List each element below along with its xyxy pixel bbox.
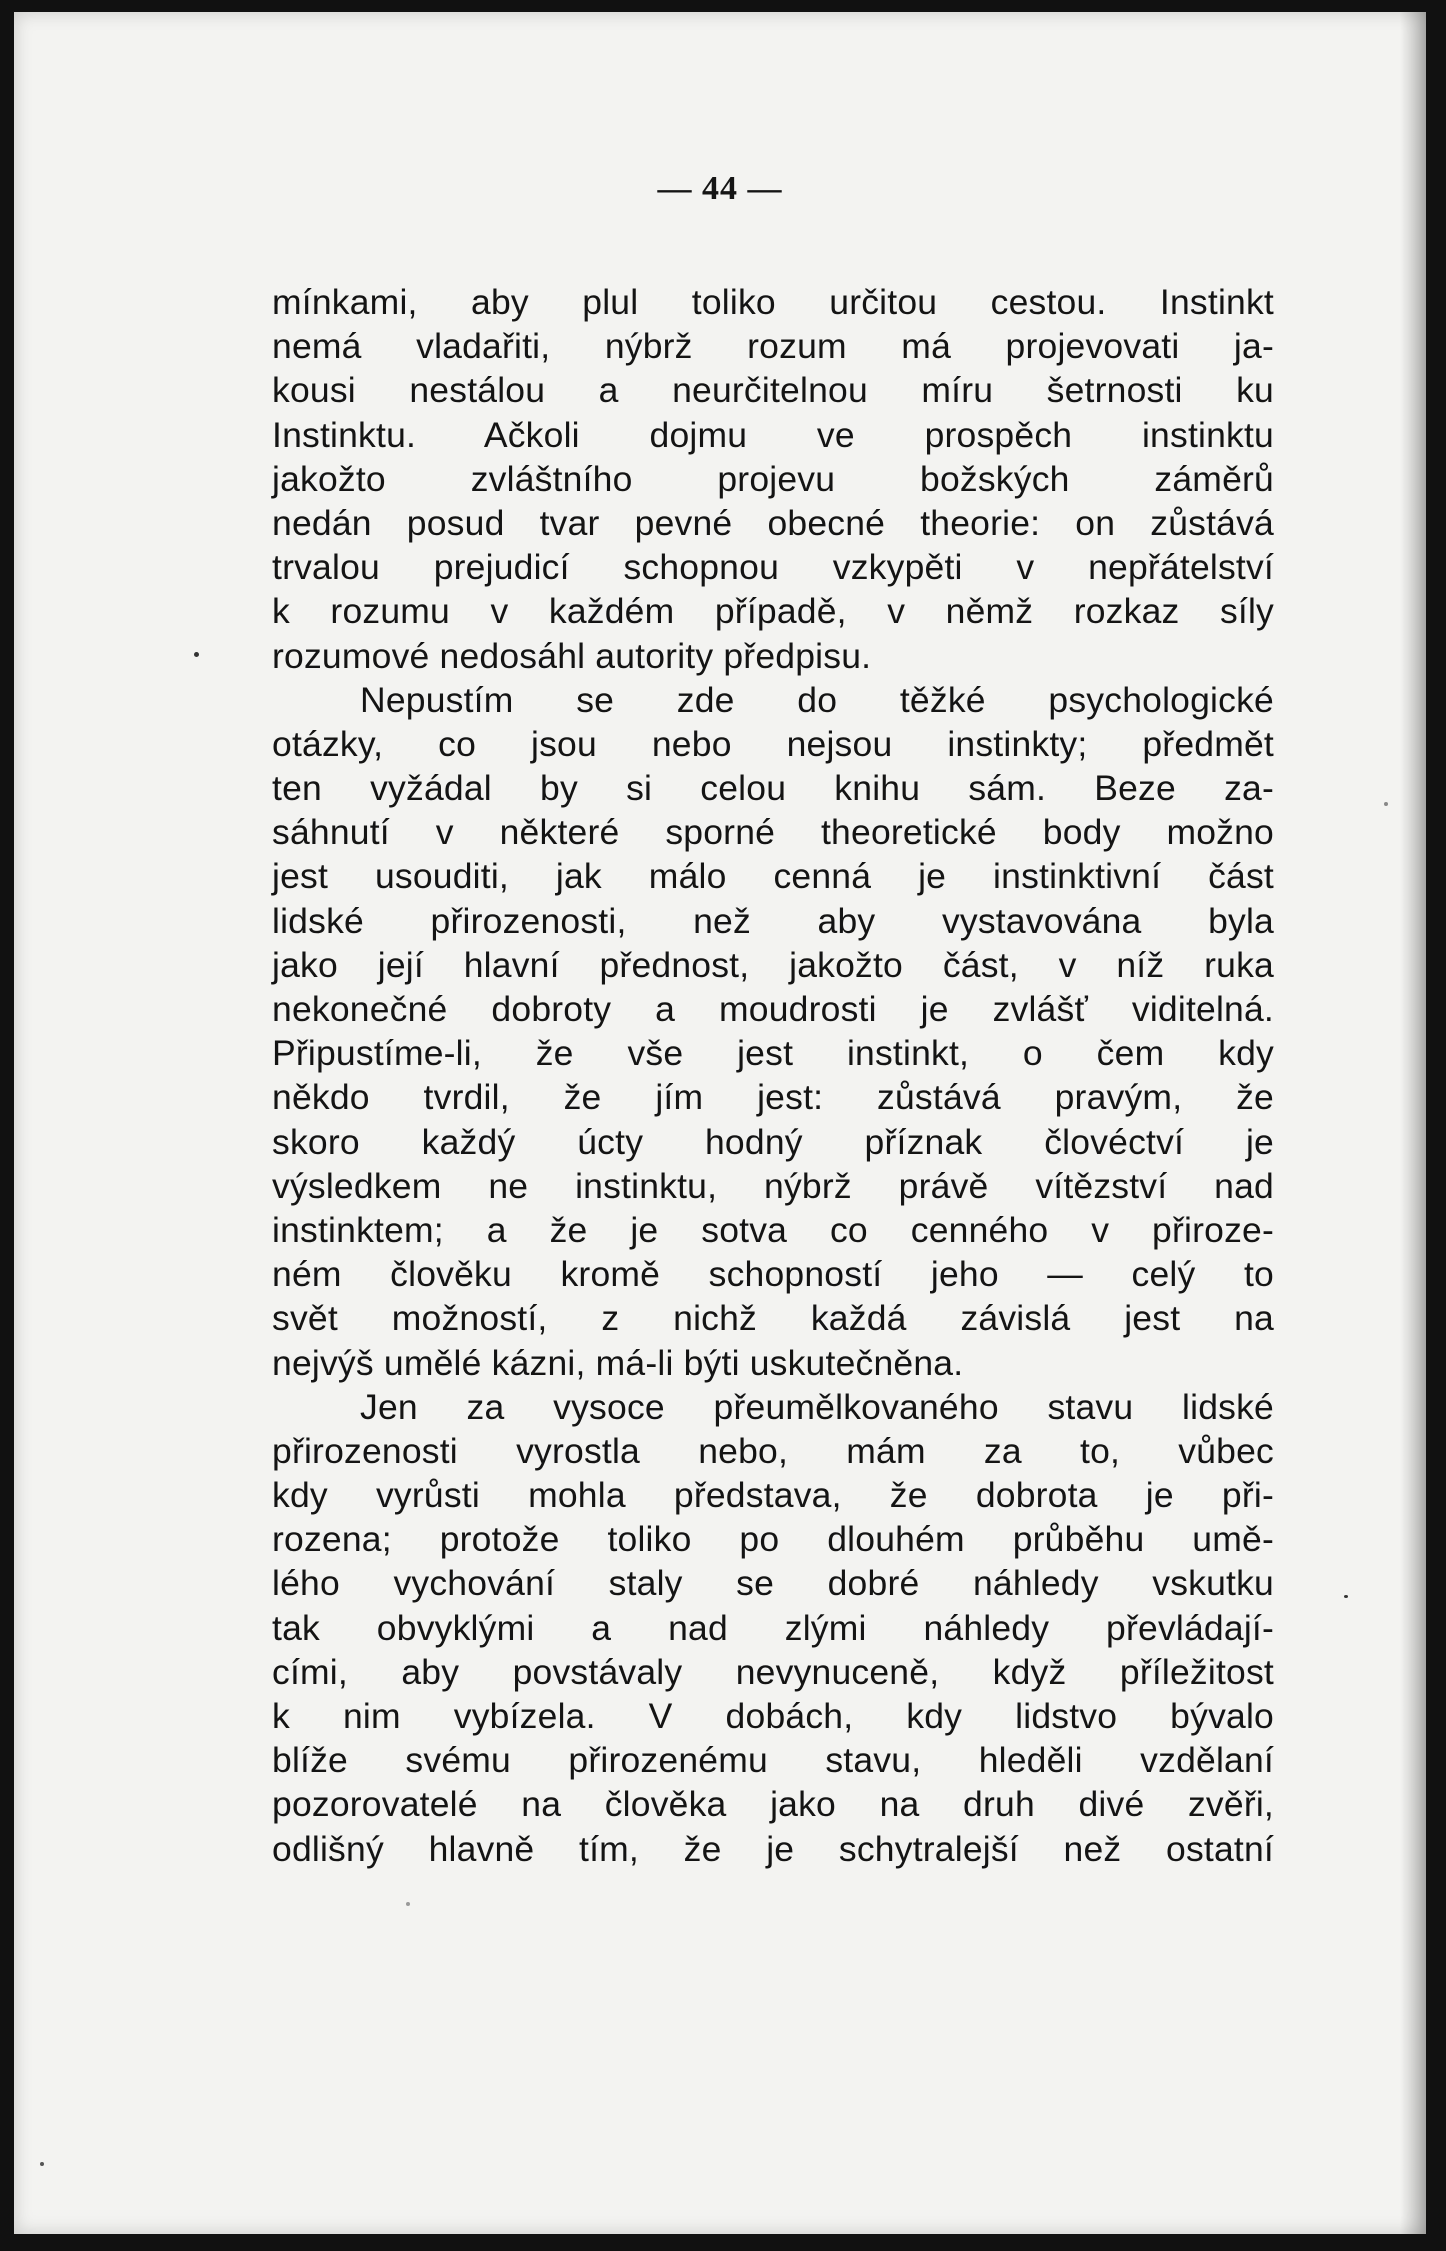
text-line: přirozenosti vyrostla nebo, mám za to, vůbec [272, 1430, 1274, 1471]
text-line: pozorovatelé na člověka jako na druh divé zvěři, [272, 1784, 1274, 1825]
text-line: cími, aby povstávaly nevynuceně, když příležitost [272, 1651, 1274, 1692]
text-line: někdo tvrdil, že jím jest: zůstává pravým, že [272, 1077, 1274, 1118]
text-line: tak obvyklými a nad zlými náhledy převládají- [272, 1607, 1274, 1648]
text-line: trvalou prejudicí schopnou vzkypěti v nepřátelství [272, 547, 1274, 588]
page-edge-shadow [1400, 12, 1426, 2234]
text-line: sáhnutí v některé sporné theoretické body možno [272, 812, 1274, 853]
dust-speck [40, 2162, 44, 2166]
text-line: Připustíme-li, že vše jest instinkt, o čem kdy [272, 1033, 1274, 1074]
dust-speck [1344, 1595, 1348, 1598]
text-line: svět možností, z nichž každá závislá jest na [272, 1298, 1274, 1339]
text-line: otázky, co jsou nebo nejsou instinkty; předmět [272, 723, 1274, 764]
text-line: rozena; protože toliko po dlouhém průběhu umě- [272, 1519, 1274, 1560]
text-line: lidské přirozenosti, než aby vystavována byla [272, 900, 1274, 941]
text-line: kousi nestálou a neurčitelnou míru šetrnosti ku [272, 370, 1274, 411]
text-line: lého vychování staly se dobré náhledy vskutku [272, 1563, 1274, 1604]
text-line: Jen za vysoce přeumělkovaného stavu lidské [360, 1386, 1274, 1427]
text-line: výsledkem ne instinktu, nýbrž právě vítězství nad [272, 1165, 1274, 1206]
dust-speck [194, 652, 199, 657]
page-number: — 44 — [657, 170, 783, 207]
dust-speck [406, 1902, 410, 1906]
text-line: jest usouditi, jak málo cenná je instinktivní část [272, 856, 1274, 897]
text-line: mínkami, aby plul toliko určitou cestou. Instinkt [272, 282, 1274, 322]
text-line: Nepustím se zde do těžké psychologické [360, 679, 1274, 720]
text-line: ném člověku kromě schopností jeho — celý to [272, 1254, 1274, 1295]
book-page [14, 12, 1426, 2234]
text-line: instinktem; a že je sotva co cenného v přiroze- [272, 1209, 1274, 1250]
text-line: k nim vybízela. V dobách, kdy lidstvo bývalo [272, 1696, 1274, 1736]
text-line: nekonečné dobroty a moudrosti je zvlášť viditelná. [272, 989, 1274, 1029]
text-line: odlišný hlavně tím, že je schytralejší než ostatní [272, 1828, 1274, 1869]
body-text [272, 280, 1274, 1871]
text-line: nemá vladařiti, nýbrž rozum má projevovati ja- [272, 326, 1274, 367]
text-line: Instinktu. Ačkoli dojmu ve prospěch instinktu [272, 414, 1274, 455]
text-line: nejvýš umělé kázni, má-li býti uskutečněna. [272, 1342, 964, 1383]
text-line: jako její hlavní přednost, jakožto část, v níž ruka [272, 944, 1274, 985]
dust-speck [1384, 802, 1388, 806]
text-line: blíže svému přirozenému stavu, hleděli vzdělaní [272, 1740, 1274, 1781]
text-line: skoro každý úcty hodný příznak človéctví je [272, 1121, 1274, 1162]
text-line: jakožto zvláštního projevu božských záměrů [272, 458, 1274, 499]
text-line: kdy vyrůsti mohla představa, že dobrota je při- [272, 1475, 1274, 1516]
text-line: k rozumu v každém případě, v němž rozkaz síly [272, 591, 1274, 632]
text-line: rozumové nedosáhl autority předpisu. [272, 635, 872, 676]
text-line: nedán posud tvar pevné obecné theorie: on zůstává [272, 502, 1274, 543]
text-line: ten vyžádal by si celou knihu sám. Beze za- [272, 768, 1274, 809]
